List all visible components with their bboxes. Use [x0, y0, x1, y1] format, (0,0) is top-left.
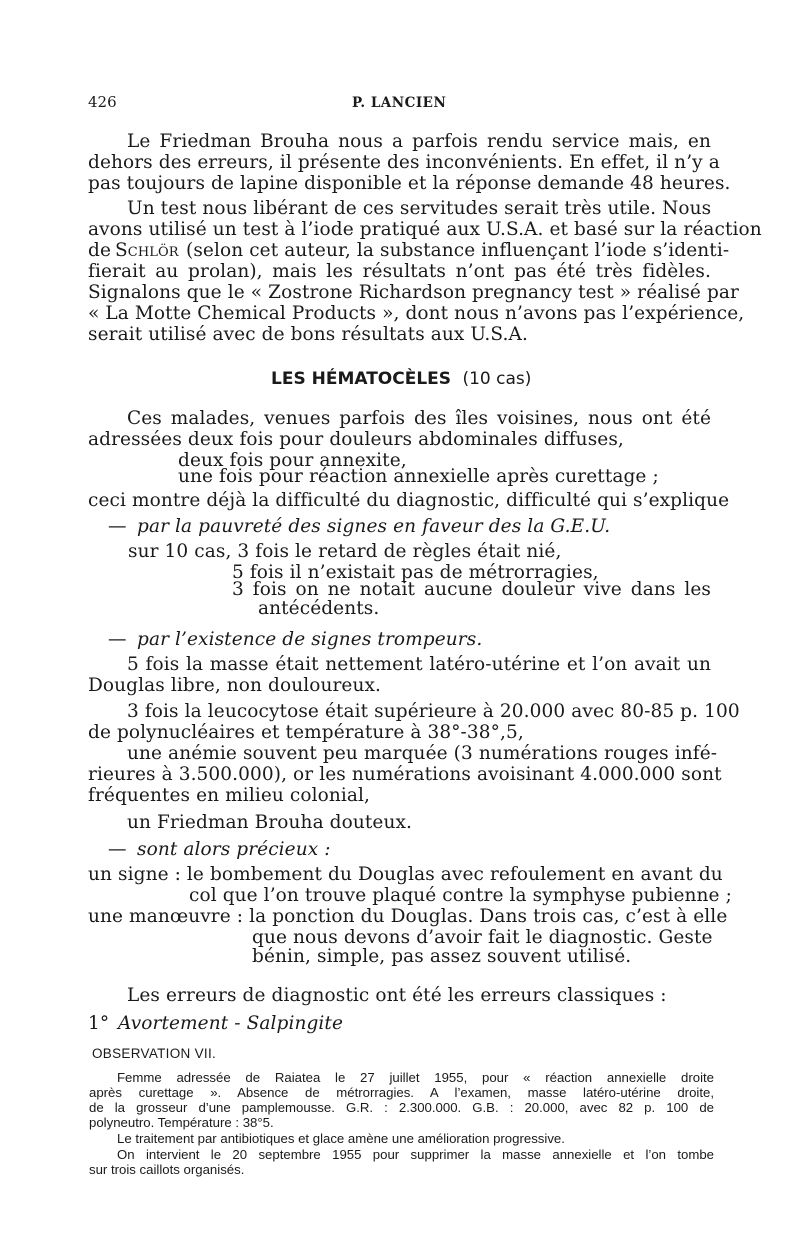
- point1-text: par la pauvreté des signes en faveur des la G.E.U.: [137, 516, 611, 537]
- para2-line6: « La Motte Chemical Products », dont nous n’avons pas l’expérience,: [88, 303, 745, 324]
- point3-text: sont alors précieux :: [137, 839, 331, 860]
- para7: Les erreurs de diagnostic ont été les erreurs classiques :: [127, 985, 667, 1006]
- para2-line5: Signalons que le « Zostrone Richardson pregnancy test » réalisé par: [88, 282, 739, 303]
- para4-line1: 5 fois la masse était nettement latéro-utérine et l’on avait un: [127, 654, 711, 675]
- observation-line4: polyneutro. Température : 38°5.: [89, 1115, 274, 1130]
- observation-line5: Le traitement par antibiotiques et glace amène une amélioration progressive.: [117, 1131, 565, 1146]
- para1-line1: Le Friedman Brouha nous a parfois rendu service mais, en: [127, 131, 711, 152]
- section-title-text: LES HÉMATOCÈLES: [271, 369, 452, 389]
- para2-line1: Un test nous libérant de ces servitudes serait très utile. Nous: [127, 198, 712, 219]
- running-title: P. LANCIEN: [352, 95, 447, 111]
- observation-line3: de la grosseur d’une pamplemousse. G.R. : 2.300.000. G.B. : 20.000, avec 82 p. 100 de: [89, 1100, 714, 1115]
- para4-line2: Douglas libre, non douloureux.: [88, 675, 382, 696]
- list1-line4: antécédents.: [258, 598, 380, 619]
- point1-dash: —: [108, 516, 127, 537]
- para6-line2: col que l’on trouve plaqué contre la symphyse pubienne ;: [189, 885, 732, 906]
- section-count: (10 cas): [462, 369, 532, 389]
- point3-dash: —: [108, 839, 127, 860]
- para1-line2: dehors des erreurs, il présente des inconvénients. En effet, il n’y a: [88, 152, 720, 173]
- para5-line6: un Friedman Brouha douteux.: [127, 812, 412, 833]
- para5-line2: de polynucléaires et température à 38°-38°,5,: [88, 722, 524, 743]
- observation-line6: On intervient le 20 septembre 1955 pour supprimer la masse annexielle et l’on tombe: [117, 1147, 714, 1162]
- para5-line5: fréquentes en milieu colonial,: [88, 785, 371, 806]
- para3-line5: ceci montre déjà la difficulté du diagnostic, difficulté qui s’explique: [88, 490, 730, 511]
- para3-line2: adressées deux fois pour douleurs abdominales diffuses,: [88, 429, 624, 450]
- point2-text: par l’existence de signes trompeurs.: [137, 629, 483, 650]
- page-number: 426: [88, 93, 117, 111]
- para6-line5: bénin, simple, pas assez souvent utilisé.: [252, 946, 632, 967]
- point2-dash: —: [108, 629, 127, 650]
- para6-line3: une manœuvre : la ponction du Douglas. Dans trois cas, c’est à elle: [88, 906, 728, 927]
- para5-line1: 3 fois la leucocytose était supérieure à 20.000 avec 80-85 p. 100: [127, 701, 740, 722]
- list1-line2: 5 fois il n’existait pas de métrorragies,: [232, 562, 599, 583]
- para3-line4: une fois pour réaction annexielle après curettage ;: [178, 466, 659, 487]
- para2-line4: fierait au prolan), mais les résultats n’ont pas été très fidèles.: [88, 261, 711, 282]
- observation-line7: sur trois caillots organisés.: [89, 1162, 245, 1177]
- para2-line3-rest: (selon cet auteur, la substance influençant l’iode s’identi-: [186, 240, 730, 261]
- para6-line4: que nous devons d’avoir fait le diagnostic. Geste: [252, 927, 713, 948]
- observation-line2: après curettage ». Absence de métrorragies. A l’examen, masse latéro-utérine droite,: [89, 1085, 714, 1100]
- item1-text: Avortement - Salpingite: [118, 1013, 344, 1034]
- para1-line3: pas toujours de lapine disponible et la réponse demande 48 heures.: [88, 173, 731, 194]
- para5-line3: une anémie souvent peu marquée (3 numérations rouges infé-: [127, 743, 718, 764]
- author-name-schlor: Schlör: [115, 240, 179, 261]
- list1-line1: sur 10 cas, 3 fois le retard de règles était nié,: [128, 541, 562, 562]
- section-title: [271, 369, 531, 389]
- list1-line3: 3 fois on ne notait aucune douleur vive dans les: [232, 579, 711, 600]
- para6-line1: un signe : le bombement du Douglas avec refoulement en avant du: [88, 864, 723, 885]
- observation-title: OBSERVATION VII.: [92, 1046, 217, 1061]
- para5-line4: rieures à 3.500.000), or les numérations avoisinant 4.000.000 sont: [88, 764, 722, 785]
- item1-number: 1°: [88, 1013, 110, 1034]
- para3-line3: deux fois pour annexite,: [178, 450, 407, 471]
- para3-line1: Ces malades, venues parfois des îles voisines, nous ont été: [127, 408, 711, 429]
- para2-line2: avons utilisé un test à l’iode pratiqué aux U.S.A. et basé sur la réaction: [88, 219, 762, 240]
- observation-line1: Femme adressée de Raiatea le 27 juillet 1955, pour « réaction annexielle droite: [117, 1070, 714, 1085]
- para2-line3-prefix: de: [88, 240, 111, 261]
- para2-line7: serait utilisé avec de bons résultats aux U.S.A.: [88, 324, 528, 345]
